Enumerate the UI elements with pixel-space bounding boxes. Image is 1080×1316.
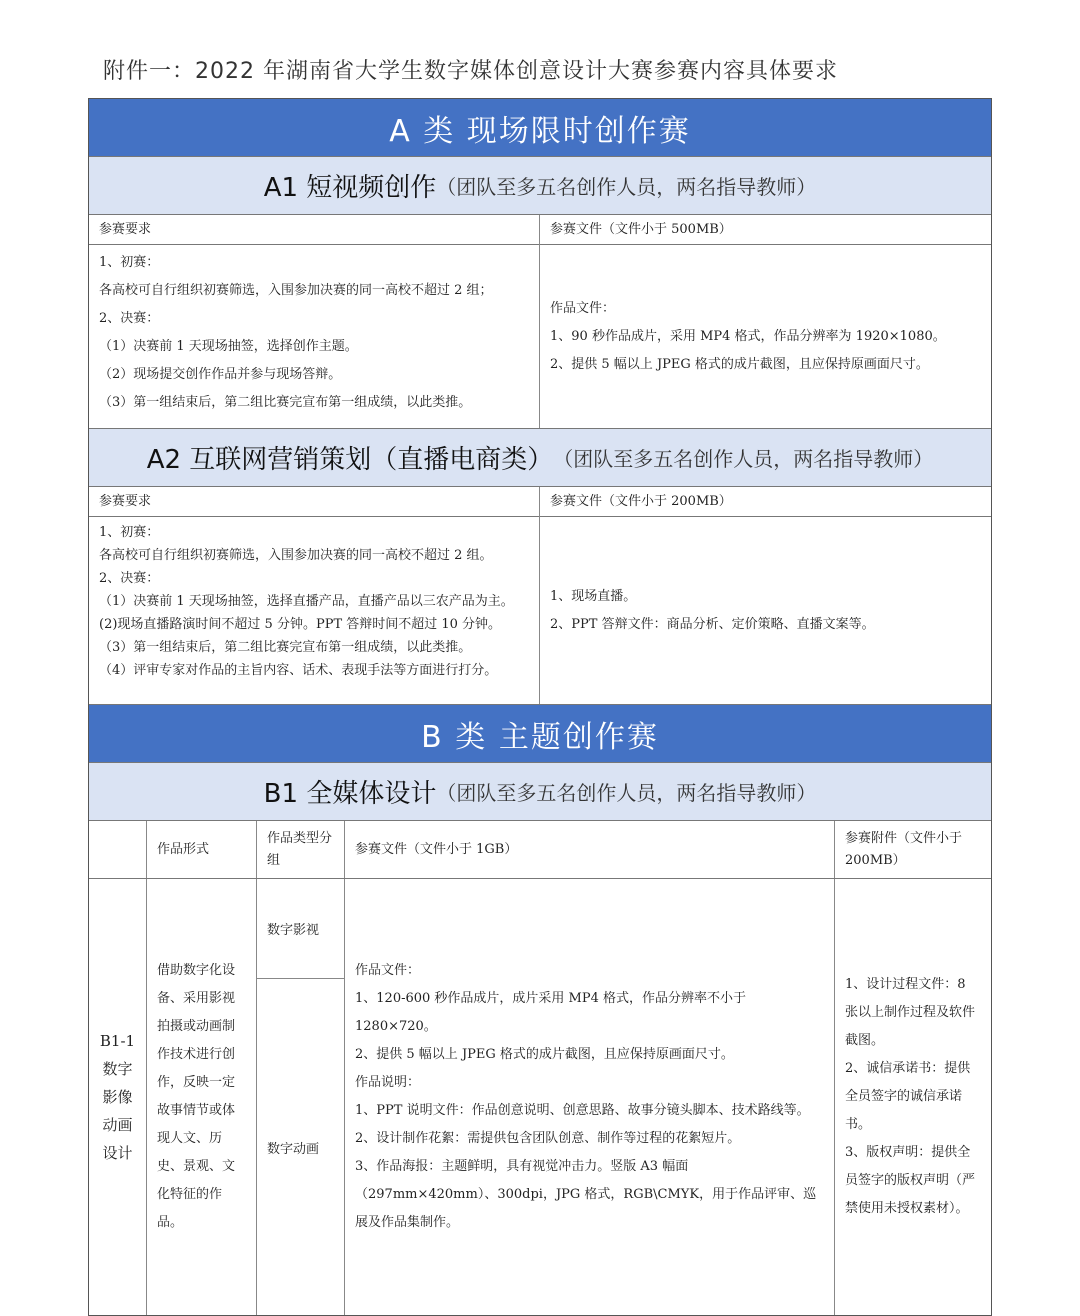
b1-file-line: 2、设计制作花絮：需提供包含团队创意、制作等过程的花絮短片。 — [355, 1131, 741, 1146]
a1-content-row — [89, 245, 991, 429]
section-a-header — [89, 99, 991, 157]
section-b-title: B 类 主题创作赛 — [421, 719, 659, 755]
a1-requirements — [89, 245, 540, 428]
a2-col-requirements: 参赛要求 — [89, 487, 540, 517]
b1-row-code: B1-1 数字影像动画设计 — [89, 879, 147, 1315]
a2-req-line: 2、决赛： — [99, 571, 160, 586]
a2-content-row — [89, 517, 991, 705]
b1-col-files: 参赛文件（文件小于 1GB） — [345, 821, 835, 878]
a2-requirements — [89, 517, 540, 704]
b1-file-line: 1、120-600 秒作品成片，成片采用 MP4 格式，作品分辨率不小于 1280×720。 — [355, 991, 747, 1034]
a1-note: （团队至多五名创作人员，两名指导教师） — [436, 175, 817, 199]
a1-column-header — [89, 215, 991, 245]
b1-attach-line: 2、诚信承诺书：提供全员签字的诚信承诺书。 — [845, 1061, 971, 1132]
b1-col-form: 作品形式 — [147, 821, 257, 878]
a1-req-line: （1）决赛前 1 天现场抽签，选择创作主题。 — [99, 339, 358, 354]
b1-header — [89, 763, 991, 821]
b1-file-line: 2、提供 5 幅以上 JPEG 格式的成片截图，且应保持原画面尺寸。 — [355, 1047, 734, 1062]
a1-files — [540, 245, 991, 428]
a2-req-line: 1、初赛： — [99, 525, 160, 540]
a2-header — [89, 429, 991, 487]
b1-title: B1 全媒体设计 — [263, 779, 437, 809]
a1-file-line: 2、提供 5 幅以上 JPEG 格式的成片截图，且应保持原画面尺寸。 — [550, 356, 929, 372]
a1-req-line: 2、决赛： — [99, 311, 160, 326]
b1-attachment-requirements — [835, 879, 991, 1315]
a1-header — [89, 157, 991, 215]
page-title: 附件一：2022 年湖南省大学生数字媒体创意设计大赛参赛内容具体要求 — [103, 59, 838, 84]
b1-file-line: 3、作品海报：主题鲜明，具有视觉冲击力。竖版 A3 幅面（297mm×420mm）、300dpi，JPG 格式，RGB\CMYK，用于作品评审、巡展及作品集制作。 — [355, 1159, 817, 1230]
b1-col-code — [89, 821, 147, 878]
requirements-table — [88, 98, 992, 1316]
b1-group-column — [257, 879, 345, 1315]
b1-file-line: 作品文件： — [355, 963, 421, 978]
a2-files — [540, 517, 991, 704]
b1-column-header — [89, 821, 991, 879]
b1-col-group: 作品类型分组 — [257, 821, 345, 878]
section-a-title: A 类 现场限时创作赛 — [389, 113, 691, 149]
a1-req-line: （2）现场提交创作作品并参与现场答辩。 — [99, 367, 342, 382]
a2-req-line: （3）第一组结束后，第二组比赛完宣布第一组成绩，以此类推。 — [99, 640, 472, 655]
a1-req-line: （3）第一组结束后，第二组比赛完宣布第一组成绩，以此类推。 — [99, 395, 472, 410]
b1-attach-line: 3、版权声明：提供全员签字的版权声明（严禁使用未授权素材）。 — [845, 1145, 976, 1216]
a2-req-line: （4）评审专家对作品的主旨内容、话术、表现手法等方面进行打分。 — [99, 663, 498, 678]
a1-col-requirements: 参赛要求 — [89, 215, 540, 245]
b1-group-film: 数字影视 — [257, 879, 344, 979]
b1-form-description: 借助数字化设备、采用影视拍摄或动画制作技术进行创作，反映一定故事情节或体现人文、历史、景观、文化特征的作品。 — [147, 879, 257, 1315]
a2-req-line: (2)现场直播路演时间不超过 5 分钟。PPT 答辩时间不超过 10 分钟。 — [99, 617, 502, 632]
b1-group-animation: 数字动画 — [267, 1141, 320, 1157]
a2-column-header — [89, 487, 991, 517]
a1-file-line: 作品文件： — [550, 300, 616, 316]
section-b-header — [89, 705, 991, 763]
a1-col-files: 参赛文件（文件小于 500MB） — [550, 221, 732, 237]
a1-req-line: 1、初赛： — [99, 255, 160, 270]
a2-file-line: 2、PPT 答辩文件：商品分析、定价策略、直播文案等。 — [550, 616, 875, 632]
b1-file-line: 作品说明： — [355, 1075, 421, 1090]
a1-file-line: 1、90 秒作品成片，采用 MP4 格式，作品分辨率为 1920×1080。 — [550, 328, 946, 344]
b1-file-requirements — [345, 879, 835, 1315]
a2-note: （团队至多五名创作人员，两名指导教师） — [553, 447, 934, 471]
b1-note: （团队至多五名创作人员，两名指导教师） — [436, 781, 817, 805]
a2-title: A2 互联网营销策划（直播电商类） — [146, 445, 554, 475]
a1-req-line: 各高校可自行组织初赛筛选，入围参加决赛的同一高校不超过 2 组； — [99, 283, 493, 298]
b1-file-line: 1、PPT 说明文件：作品创意说明、创意思路、故事分镜头脚本、技术路线等。 — [355, 1103, 810, 1118]
a2-file-line: 1、现场直播。 — [550, 588, 637, 604]
a2-req-line: （1）决赛前 1 天现场抽签，选择直播产品，直播产品以三农产品为主。 — [99, 594, 514, 609]
b1-attach-line: 1、设计过程文件：8 张以上制作过程及软件截图。 — [845, 977, 976, 1048]
a1-title: A1 短视频创作 — [263, 173, 437, 203]
b1-content-row — [89, 879, 991, 1315]
a2-col-files: 参赛文件（文件小于 200MB） — [550, 493, 732, 509]
a2-req-line: 各高校可自行组织初赛筛选，入围参加决赛的同一高校不超过 2 组。 — [99, 548, 493, 563]
b1-col-attachments: 参赛附件（文件小于 200MB） — [845, 830, 963, 868]
